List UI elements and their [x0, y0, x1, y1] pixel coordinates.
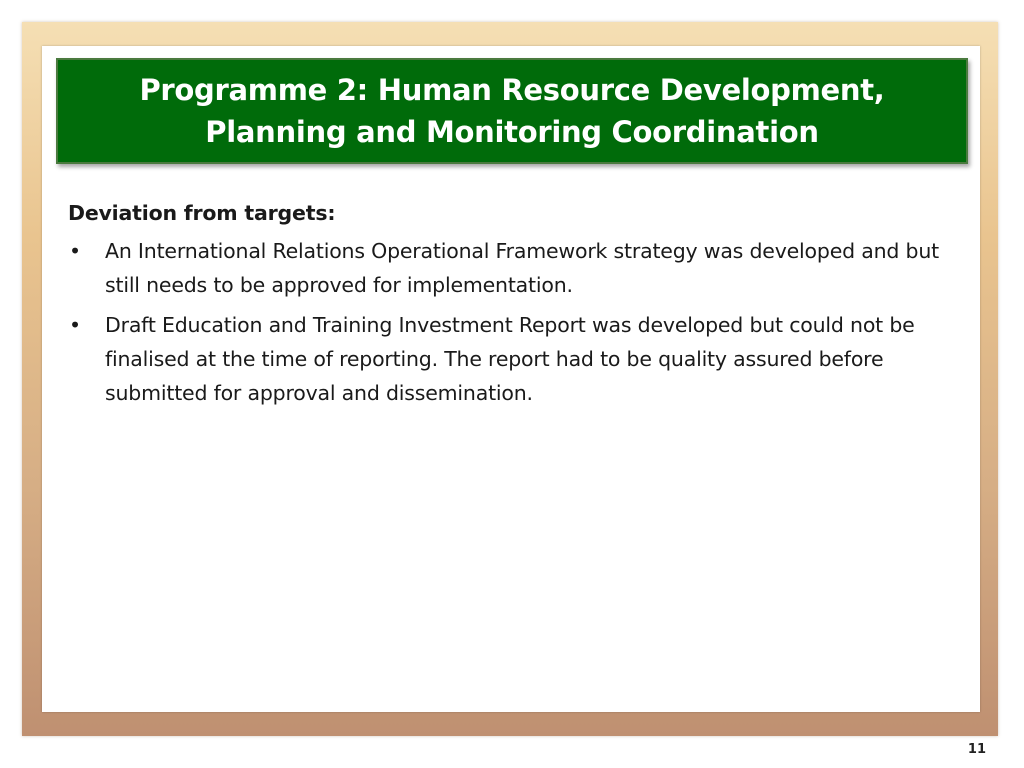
- bullet-text: Draft Education and Training Investment Report was developed but could not be finalised at the time of reporting. The report had to be quality assured before submitted for approval and dissemination.: [105, 313, 915, 405]
- page-number: 11: [967, 742, 986, 757]
- bullet-list: [68, 234, 964, 410]
- bullet-icon: •: [69, 239, 81, 263]
- slide-body: [68, 196, 964, 416]
- bullet-item: [68, 234, 964, 302]
- bullet-text: An International Relations Operational Framework strategy was developed and but still needs to be approved for implementation.: [105, 239, 939, 297]
- slide-title-line-1: Programme 2: Human Resource Development,: [139, 73, 885, 107]
- title-banner: [56, 58, 968, 164]
- slide-title-line-2: Planning and Monitoring Coordination: [205, 115, 819, 149]
- section-heading: Deviation from targets:: [68, 201, 336, 225]
- slide-title: [139, 69, 884, 153]
- bullet-icon: •: [69, 313, 81, 337]
- bullet-item: [68, 308, 964, 410]
